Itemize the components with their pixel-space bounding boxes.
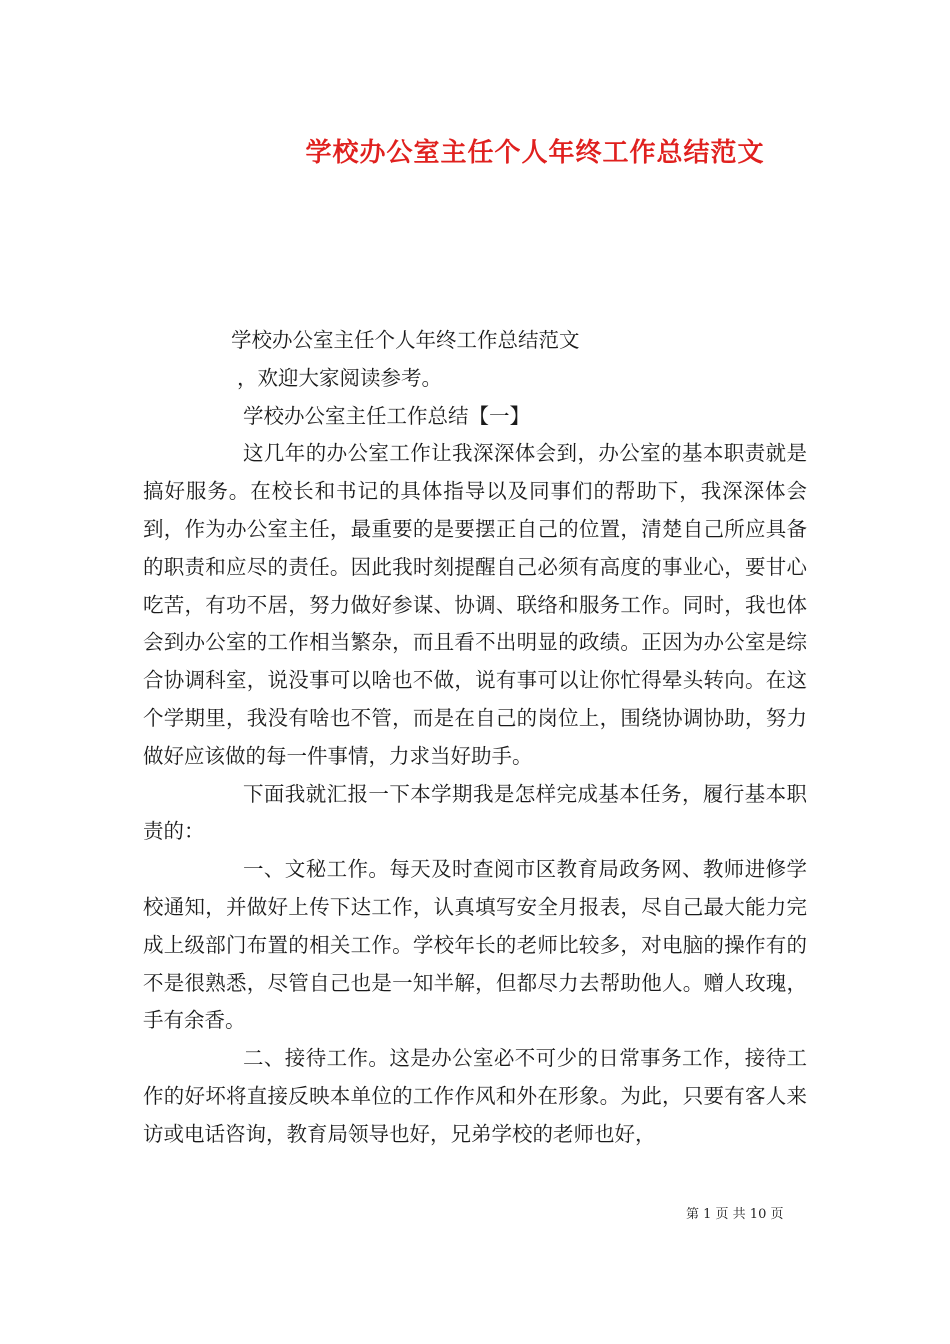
document-body — [143, 322, 807, 1154]
paragraph-report: 下面我就汇报一下本学期我是怎样完成基本任务，履行基本职责的： — [143, 781, 807, 844]
paragraph-welcome: ，欢迎大家阅读参考。 — [237, 365, 442, 390]
paragraph-intro: 这几年的办公室工作让我深深体会到，办公室的基本职责就是搞好服务。在校长和书记的具体指导以及同事们的帮助下，我深深体会到，作为办公室主任，最重要的是要摆正自己的位置，清楚自己所应具备的职责和应尽的责任。因此我时刻提醒自己必须有高度的事业心，要甘心吃苦，有功不居，努力做好参谋、协调、联络和服务工作。同时，我也体会到办公室的工作相当繁杂，而且看不出明显的政绩。正因为办公室是综合协调科室，说没事可以啥也不做，说有事可以让你忙得晕头转向。在这个学期里，我没有啥也不管，而是在自己的岗位上，围绕协调协助，努力做好应该做的每一件事情，力求当好助手。 — [143, 441, 807, 768]
paragraph-heading: 学校办公室主任个人年终工作总结范文 — [231, 328, 580, 352]
page-number: 第 1 页 共 10 页 — [686, 1207, 784, 1222]
document-title: 学校办公室主任个人年终工作总结范文 — [305, 138, 765, 168]
paragraph-secretarial: 一、文秘工作。每天及时查阅市区教育局政务网、教师进修学校通知，并做好上传下达工作，认真填写安全月报表，尽自己最大能力完成上级部门布置的相关工作。学校年长的老师比较多，对电脑的操作有的不是很熟悉，尽管自己也是一知半解，但都尽力去帮助他人。赠人玫瑰，手有余香。 — [143, 857, 807, 1033]
paragraph-section-heading: 学校办公室主任工作总结【一】 — [243, 403, 530, 428]
paragraph-reception: 二、接待工作。这是办公室必不可少的日常事务工作，接待工作的好坏将直接反映本单位的工作作风和外在形象。为此，只要有客人来访或电话咨询，教育局领导也好，兄弟学校的老师也好， — [143, 1046, 807, 1146]
